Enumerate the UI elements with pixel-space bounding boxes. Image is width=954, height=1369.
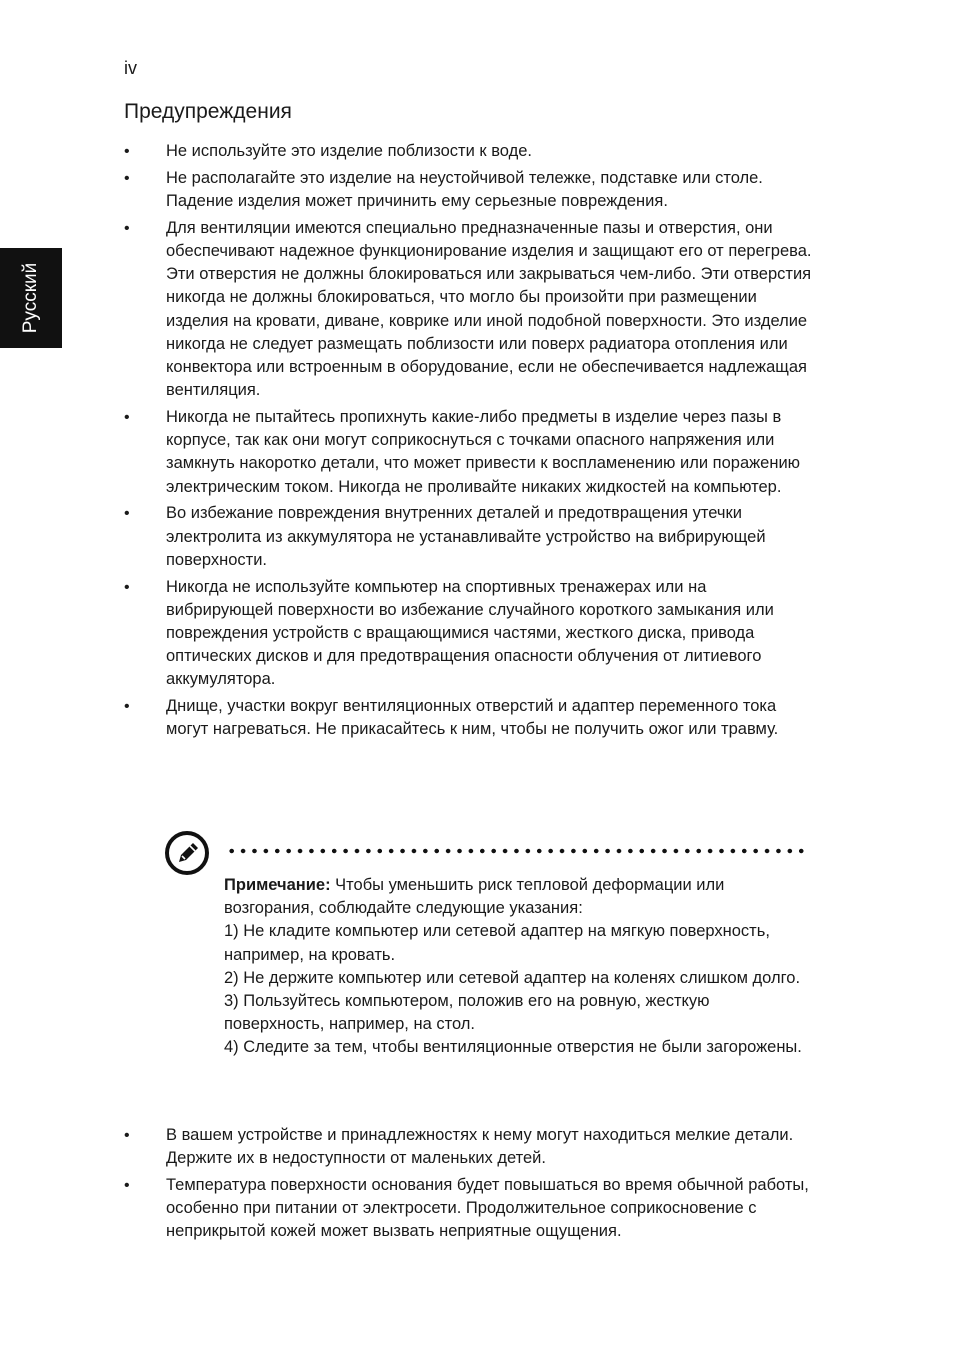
language-side-tab-label: Русский [20,262,41,334]
list-item-text: Днище, участки вокруг вентиляционных отверстий и адаптер переменного тока могут нагреваться. Не прикасайтесь к ним, чтобы не получить ожог или травму. [166,697,779,739]
bullet-icon: • [124,409,130,427]
warning-list-continued [124,1124,814,1247]
list-item [124,695,814,741]
bullet-icon: • [124,1177,130,1194]
note-item: 1) Не кладите компьютер или сетевой адаптер на мягкую поверхность, например, на кровать. [224,922,770,964]
note-intro-text: Чтобы уменьшить риск тепловой деформации или возгорания, соблюдайте следующие указания: [224,876,725,918]
list-item-text: Никогда не пытайтесь пропихнуть какие-либо предметы в изделие через пазы в корпусе, так как они могут соприкоснуться с точками опасного напряжения или замкнуть накоротко детали, что может привести к воспламенению или поражению электрическим током. Никогда не проливайте никаких жидкостей на компьютер. [166,408,801,496]
list-item-text: В вашем устройстве и принадлежностях к нему могут находиться мелкие детали. Держите их в недоступности от маленьких детей. [166,1126,794,1168]
section-title: Предупреждения [124,100,292,123]
list-item [124,576,814,692]
note-item: 2) Не держите компьютер или сетевой адаптер на коленях слишком долго. [224,968,801,987]
warning-list [124,140,814,745]
note-label: Примечание: [224,876,331,894]
note-item: 3) Пользуйтесь компьютером, положив его на ровную, жесткую поверхность, например, на стол. [224,992,710,1034]
bullet-icon: • [124,698,130,716]
list-item [124,217,814,403]
note-intro [224,874,814,920]
note-box [224,874,814,1060]
list-item-text: Для вентиляции имеются специально предназначенные пазы и отверстия, они обеспечивают надежное функционирование изделия и защищают его от перегрева. Эти отверстия не должны блокироваться или закрываться чем-либо. Эти отверстия никогда не должны блокироваться, что могло бы произойти при размещении изделия на кровати, диване, коврике или иной подобной поверхности. Это изделие никогда не следует размещать поблизости или поверх радиатора отопления или конвектора или встроенным в оборудование, если не обеспечивается надлежащая вентиляция. [166,218,812,400]
list-item [124,406,814,499]
list-item-text: Не используйте это изделие поблизости к воде. [166,142,532,160]
list-item-text: Во избежание повреждения внутренних деталей и предотвращения утечки электролита из аккумулятора не устанавливайте устройство на вибрирующей поверхности. [166,504,766,569]
note-divider [226,848,810,854]
bullet-icon: • [124,219,130,237]
list-item [124,140,814,163]
note-item: 4) Следите за тем, чтобы вентиляционные отверстия не были загорожены. [224,1038,802,1057]
bullet-icon: • [124,505,130,523]
list-item-text: Не располагайте это изделие на неустойчивой тележке, подставке или столе. Падение изделия может причинить ему серьезные повреждения. [166,168,763,210]
bullet-icon: • [124,169,130,187]
list-item-text: Никогда не используйте компьютер на спортивных тренажерах или на вибрирующей поверхности во избежание случайного короткого замыкания или повреждения устройств с вращающимися частями, жесткого диска, привода оптических дисков и для предотвращения опасности облучения от литиевого аккумулятора. [166,577,774,689]
list-item [124,1124,814,1170]
note-pencil-icon [164,830,210,876]
language-side-tab [0,248,62,348]
bullet-icon: • [124,143,130,160]
list-item [124,167,814,213]
bullet-icon: • [124,578,130,596]
list-item-text: Температура поверхности основания будет повышаться во время обычной работы, особенно при питании от электросети. Продолжительное соприкосновение с неприкрытой кожей может вызвать неприятные ощущения. [166,1176,809,1241]
page-number: iv [124,58,137,78]
bullet-icon: • [124,1127,130,1144]
list-item [124,502,814,572]
list-item [124,1174,814,1244]
